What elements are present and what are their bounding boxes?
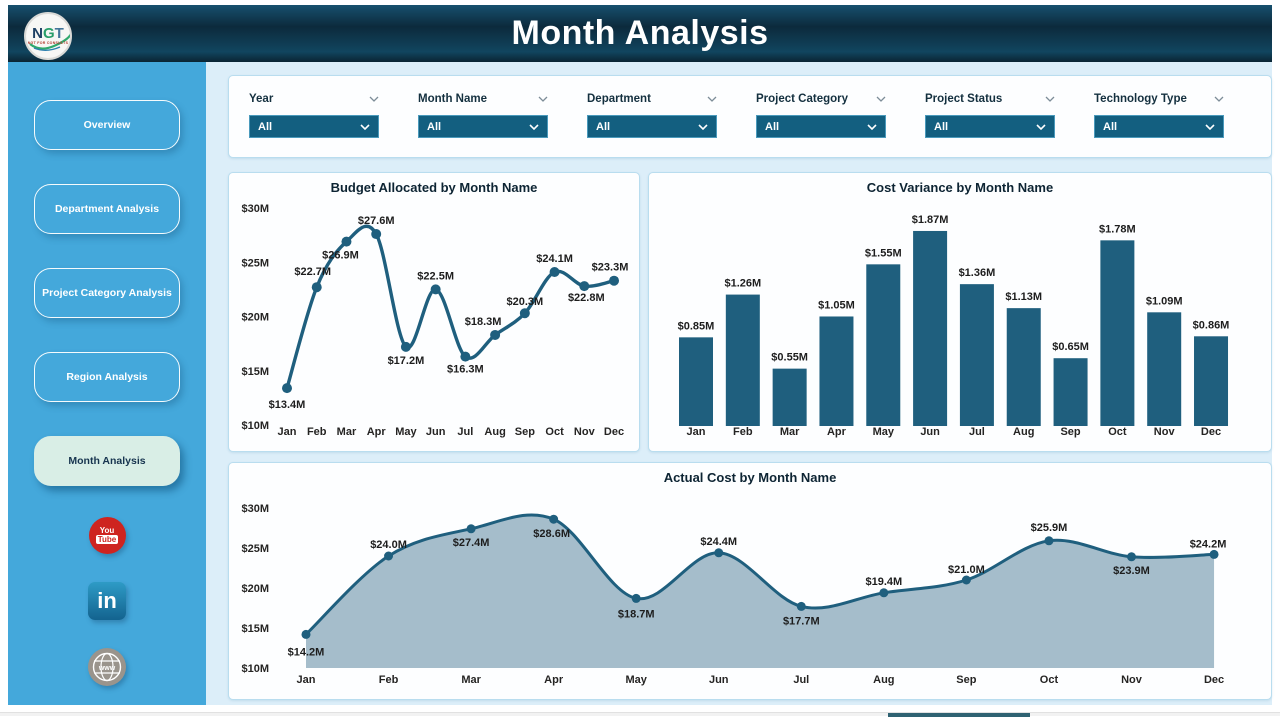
company-logo: [24, 12, 72, 60]
filter-group-department: [587, 90, 717, 138]
filter-label-project-status: Project Status: [925, 93, 1003, 105]
chart-title-actual-cost: Actual Cost by Month Name: [663, 470, 837, 485]
filter-dropdown-technology-type[interactable]: [1094, 115, 1224, 138]
filter-group-technology-type: [1094, 90, 1224, 138]
budget-line-chart: [229, 173, 641, 453]
data-label: $20.3M: [506, 296, 544, 309]
y-axis-tick: $15M: [241, 623, 269, 635]
sidebar-item-region-analysis[interactable]: Region Analysis: [34, 352, 180, 402]
data-label: $27.6M: [357, 215, 395, 228]
point-jan[interactable]: [302, 630, 311, 639]
data-label: $24.4M: [700, 535, 738, 548]
bar-jul[interactable]: [960, 284, 994, 426]
filter-dropdown-month-name[interactable]: [418, 115, 548, 138]
filter-dropdown-department[interactable]: [587, 115, 717, 138]
x-axis-label: Jun: [708, 674, 729, 686]
point-jun[interactable]: [714, 548, 723, 557]
point-sep[interactable]: [520, 308, 530, 318]
logo-subtext: NGT FOR CONSULTS: [27, 41, 69, 45]
page-title: Month Analysis: [511, 14, 769, 52]
x-axis-label: Jan: [277, 426, 297, 438]
data-label: $0.85M: [677, 320, 715, 333]
app-header: [8, 5, 1272, 62]
bar-feb[interactable]: [726, 295, 760, 426]
x-axis-label: Oct: [545, 426, 564, 438]
filter-menu-chevron-icon[interactable]: [876, 96, 886, 102]
point-oct[interactable]: [1044, 536, 1053, 545]
y-axis-tick: $15M: [241, 365, 269, 378]
y-axis-tick: $30M: [241, 203, 269, 215]
x-axis-label: Mar: [336, 426, 357, 438]
x-axis-label: Jul: [793, 674, 810, 686]
point-apr[interactable]: [371, 229, 381, 239]
bar-jun[interactable]: [913, 231, 947, 426]
x-axis-label: Jan: [686, 426, 706, 438]
dashboard-canvas: [8, 62, 1272, 705]
filter-dropdown-project-status[interactable]: [925, 115, 1055, 138]
x-axis-label: Dec: [603, 426, 625, 438]
actual-cost-area-chart: [229, 463, 1273, 701]
filter-label-department: Department: [587, 93, 651, 105]
data-label: $1.26M: [724, 277, 762, 290]
filter-dropdown-year[interactable]: [249, 115, 379, 138]
data-label: $22.5M: [417, 270, 455, 283]
scrollbar-thumb[interactable]: [888, 713, 1030, 717]
filter-group-project-category: [756, 90, 886, 138]
sidebar-item-department-analysis[interactable]: Department Analysis: [34, 184, 180, 234]
data-label: $17.2M: [387, 354, 425, 367]
point-jul[interactable]: [797, 602, 806, 611]
x-axis-label: Sep: [1060, 426, 1081, 438]
y-axis-tick: $10M: [241, 663, 269, 675]
actual-cost-chart-panel: [228, 462, 1272, 700]
data-label: $1.13M: [1005, 291, 1043, 304]
point-sep[interactable]: [962, 576, 971, 585]
filter-label-project-category: Project Category: [756, 93, 849, 105]
x-axis-label: Aug: [873, 674, 895, 686]
point-dec[interactable]: [1210, 550, 1219, 559]
data-label: $24.0M: [370, 539, 407, 551]
filter-group-month-name: [418, 90, 548, 138]
point-oct[interactable]: [550, 267, 560, 277]
bar-oct[interactable]: [1100, 240, 1134, 426]
data-label: $1.87M: [911, 213, 949, 226]
sidebar-item-overview[interactable]: Overview: [34, 100, 180, 150]
chart-title-cost-variance: Cost Variance by Month Name: [866, 180, 1054, 195]
data-label: $0.65M: [1052, 341, 1089, 354]
chevron-down-icon: [698, 124, 708, 130]
x-axis-label: Dec: [1200, 426, 1222, 438]
point-jan[interactable]: [282, 383, 292, 393]
point-nov[interactable]: [579, 281, 589, 291]
x-axis-label: Nov: [1121, 674, 1142, 686]
x-axis-label: Sep: [514, 426, 535, 438]
x-axis-label: Oct: [1039, 674, 1059, 686]
point-dec[interactable]: [609, 276, 619, 286]
filter-label-technology-type: Technology Type: [1094, 93, 1187, 105]
data-label: $14.2M: [287, 646, 325, 659]
data-label: $0.86M: [1192, 319, 1230, 332]
x-axis-label: Jul: [457, 426, 474, 438]
data-label: $13.4M: [268, 399, 306, 412]
bar-may[interactable]: [866, 264, 900, 426]
point-apr[interactable]: [549, 515, 558, 524]
filter-value-year: All: [258, 120, 273, 133]
y-axis-tick: $20M: [241, 311, 269, 324]
point-mar[interactable]: [467, 524, 476, 533]
y-axis-tick: $10M: [241, 420, 269, 432]
x-axis-label: Aug: [484, 426, 506, 438]
chart-title-budget: Budget Allocated by Month Name: [330, 180, 538, 195]
data-label: $28.6M: [533, 528, 571, 541]
filter-menu-chevron-icon[interactable]: [1214, 96, 1224, 102]
data-label: $22.7M: [294, 266, 332, 279]
data-label: $23.9M: [1113, 564, 1150, 577]
data-label: $18.3M: [464, 315, 502, 328]
y-axis-tick: $25M: [241, 257, 269, 270]
x-axis-label: Mar: [461, 674, 481, 686]
x-axis-label: Jun: [425, 426, 446, 438]
bar-nov[interactable]: [1147, 312, 1181, 426]
horizontal-scrollbar[interactable]: [0, 712, 1280, 716]
chevron-down-icon: [867, 124, 877, 130]
x-axis-label: Nov: [1153, 426, 1175, 438]
data-label: $26.9M: [322, 249, 359, 262]
bar-aug[interactable]: [1007, 308, 1041, 426]
data-label: $16.3M: [447, 363, 484, 376]
youtube-label-top: You: [99, 526, 115, 535]
x-axis-label: Sep: [956, 674, 977, 686]
filter-group-project-status: [925, 90, 1055, 138]
youtube-icon[interactable]: [8, 517, 206, 554]
x-axis-label: Mar: [779, 426, 800, 438]
x-axis-label: Aug: [1013, 426, 1035, 438]
data-label: $1.36M: [958, 267, 996, 280]
point-feb[interactable]: [384, 552, 393, 561]
filter-value-project-status: All: [934, 120, 949, 133]
sidebar: [8, 62, 206, 705]
bar-dec[interactable]: [1194, 336, 1228, 426]
x-axis-label: Oct: [1108, 426, 1127, 438]
data-label: $17.7M: [782, 615, 820, 628]
data-label: $19.4M: [865, 575, 903, 588]
chevron-down-icon: [360, 124, 370, 130]
point-jun[interactable]: [431, 284, 441, 294]
data-label: $27.4M: [452, 536, 490, 549]
logo-text: NGT: [32, 25, 64, 42]
y-axis-tick: $20M: [241, 583, 269, 595]
data-label: $1.05M: [818, 299, 855, 312]
x-axis-label: Feb: [306, 426, 327, 438]
point-mar[interactable]: [341, 237, 351, 247]
data-label: $0.55M: [771, 351, 808, 364]
x-axis-label: Dec: [1203, 674, 1225, 686]
point-nov[interactable]: [1127, 552, 1136, 561]
x-axis-label: May: [395, 426, 417, 438]
data-label: $24.2M: [1189, 538, 1227, 551]
actual-cost-area: [306, 515, 1214, 668]
x-axis-label: Jul: [968, 426, 985, 438]
data-label: $24.1M: [536, 253, 573, 266]
data-label: $1.78M: [1099, 223, 1136, 236]
filter-value-department: All: [596, 120, 611, 133]
data-label: $1.55M: [864, 247, 902, 260]
filter-value-project-category: All: [765, 120, 780, 133]
point-aug[interactable]: [879, 588, 888, 597]
x-axis-label: Apr: [826, 426, 846, 438]
data-label: $1.09M: [1145, 295, 1183, 308]
x-axis-label: Feb: [378, 674, 399, 686]
x-axis-label: Apr: [544, 674, 564, 686]
data-label: $21.0M: [948, 564, 985, 576]
x-axis-label: Jun: [920, 426, 940, 438]
filter-label-year: Year: [249, 93, 274, 105]
chevron-down-icon: [1205, 124, 1215, 130]
data-label: $23.3M: [591, 261, 629, 274]
filter-dropdown-project-category[interactable]: [756, 115, 886, 138]
data-label: $25.9M: [1030, 521, 1068, 534]
sidebar-item-project-category-analysis[interactable]: Project Category Analysis: [34, 268, 180, 318]
filter-value-technology-type: All: [1103, 120, 1118, 133]
filter-menu-chevron-icon[interactable]: [369, 96, 379, 102]
x-axis-label: Feb: [733, 426, 753, 438]
filter-bar: [228, 75, 1272, 158]
x-axis-label: Apr: [366, 426, 386, 438]
filter-menu-chevron-icon[interactable]: [538, 96, 548, 102]
y-axis-tick: $30M: [241, 503, 269, 515]
bar-apr[interactable]: [819, 316, 853, 426]
point-may[interactable]: [632, 594, 641, 603]
filter-label-month-name: Month Name: [418, 93, 487, 105]
y-axis-tick: $25M: [241, 543, 269, 555]
x-axis-label: Jan: [296, 674, 316, 686]
filter-group-year: [249, 90, 379, 138]
point-aug[interactable]: [490, 330, 500, 340]
data-label: $18.7M: [617, 608, 655, 621]
cost-variance-bar-chart: [649, 173, 1273, 453]
website-globe-icon[interactable]: [8, 648, 206, 686]
point-jul[interactable]: [460, 352, 470, 362]
chevron-down-icon: [529, 124, 539, 130]
chevron-down-icon: [1036, 124, 1046, 130]
point-feb[interactable]: [312, 282, 322, 292]
x-axis-label: May: [625, 674, 647, 686]
data-label: $22.8M: [567, 292, 605, 305]
cost-variance-chart-panel: [648, 172, 1272, 452]
filter-value-month-name: All: [427, 120, 442, 133]
linkedin-icon[interactable]: in: [8, 582, 206, 620]
bar-mar[interactable]: [773, 369, 807, 426]
x-axis-label: Nov: [573, 426, 595, 438]
budget-chart-panel: [228, 172, 640, 452]
svg-text:www: www: [98, 665, 116, 672]
filter-menu-chevron-icon[interactable]: [1045, 96, 1055, 102]
filter-menu-chevron-icon[interactable]: [707, 96, 717, 102]
point-may[interactable]: [401, 342, 411, 352]
x-axis-label: May: [872, 426, 894, 438]
youtube-label-bottom: Tube: [97, 535, 117, 544]
bar-jan[interactable]: [679, 337, 713, 426]
sidebar-item-month-analysis[interactable]: Month Analysis: [34, 436, 180, 486]
bar-sep[interactable]: [1054, 358, 1088, 426]
